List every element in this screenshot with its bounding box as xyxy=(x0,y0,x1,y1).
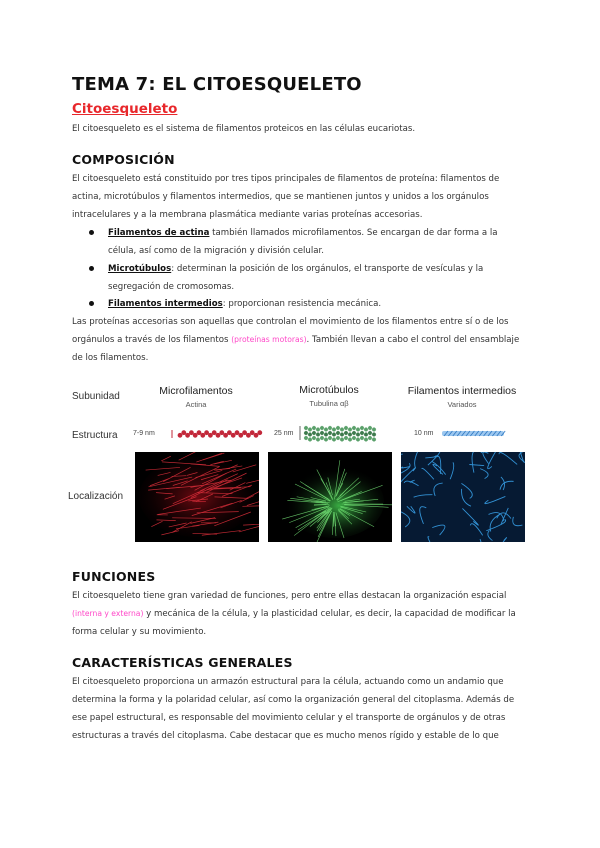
tubulin-dimer xyxy=(368,426,372,430)
tubulin-dimer xyxy=(312,431,316,435)
tubulin-dimer xyxy=(348,427,352,431)
tubulin-dimer xyxy=(308,432,312,436)
tubulin-dimer xyxy=(364,437,368,441)
tubulin-dimer xyxy=(336,431,340,435)
tubulin-dimer xyxy=(364,427,368,431)
tubulin-dimer xyxy=(352,436,356,440)
tubulin-dimer xyxy=(352,426,356,430)
funciones-text-b: y mecánica de la célula, y la plasticidad celular, es decir, la capacidad de modificar la forma celular y su movimiento. xyxy=(72,609,516,637)
cell-glow xyxy=(284,466,384,538)
tubulin-dimer xyxy=(336,426,340,430)
tubulin-dimer xyxy=(340,432,344,436)
tubulin-dimer xyxy=(360,426,364,430)
bullet-microtubulos xyxy=(92,260,528,296)
tubulin-dimer xyxy=(332,427,336,431)
actin-fiber xyxy=(243,523,259,525)
bullet-dot xyxy=(89,266,94,271)
accesorias-pink-note: (proteínas motoras) xyxy=(231,335,307,344)
col-head-intermedios: Filamentos intermedios xyxy=(407,385,517,397)
caracteristicas-paragraph: El citoesqueleto proporciona un armazón estructural para la célula, actuando como un andamio que determina la forma y la polaridad celular, así como la organización general del citoplasma. Además de ese papel estructural, es responsable del movimiento celular y el transporte de orgánulos y de otras estructuras a través del citoplasma. Cabe destacar que es mucho menos rígido y estable de lo que xyxy=(72,677,515,741)
composicion-heading: COMPOSICIÓN xyxy=(72,152,175,167)
tubulin-dimer xyxy=(328,431,332,435)
funciones-text-a: El citoesqueleto tiene gran variedad de funciones, pero entre ellas destacan la organización espacial xyxy=(72,591,507,601)
row-label-estructura: Estructura xyxy=(72,430,118,441)
section-subtitle: Citoesqueleto xyxy=(72,101,178,117)
tubulin-dimer xyxy=(304,436,308,440)
actin-filament-illustration xyxy=(168,427,268,441)
actin-bead-chain xyxy=(178,430,263,437)
bullet-dot xyxy=(89,301,94,306)
tubulin-dimer xyxy=(324,432,328,436)
tubulin-dimer xyxy=(320,426,324,430)
tubulin-dimer xyxy=(316,437,320,441)
tubulin-dimer xyxy=(332,432,336,436)
tubulin-dimer xyxy=(316,432,320,436)
actin-bead xyxy=(257,430,262,435)
bullet-intermedios xyxy=(92,295,528,313)
tubulin-dimer xyxy=(344,426,348,430)
actin-network-image xyxy=(135,452,259,542)
bullet-term: Filamentos intermedios xyxy=(108,299,223,309)
composicion-paragraph: El citoesqueleto está constituido por tres tipos principales de filamentos de proteína: filamentos de actina, microtúbulos y filamentos intermedios, que se mantienen juntos y unidos a los orgánulos intracelulares y a la membrana plasmática mediante varias proteínas accesorias. xyxy=(72,174,500,220)
tubulin-dimer xyxy=(348,432,352,436)
tubulin-dimer xyxy=(340,427,344,431)
funciones-paragraph xyxy=(72,587,528,641)
tubulin-dimer xyxy=(368,431,372,435)
tubulin-dimer xyxy=(356,427,360,431)
tubulin-dimer xyxy=(332,437,336,441)
row-label-localizacion: Localización xyxy=(68,491,124,502)
tubulin-dimer xyxy=(308,427,312,431)
tubulin-dimer xyxy=(328,436,332,440)
tubulin-dimer xyxy=(324,437,328,441)
tubulin-dimer xyxy=(304,431,308,435)
funciones-heading: FUNCIONES xyxy=(72,569,156,584)
tubulin-dimer xyxy=(336,436,340,440)
funciones-pink-note: (interna y externa) xyxy=(72,609,144,618)
intermediate-micrograph xyxy=(401,452,525,542)
tubulin-dimer xyxy=(360,431,364,435)
tubulin-dimer xyxy=(360,436,364,440)
tubulin-dimer xyxy=(372,437,376,441)
size-tubulina: 25 nm xyxy=(274,430,294,437)
col-head-microtubulos: Microtúbulos xyxy=(299,384,359,396)
accesorias-paragraph xyxy=(72,313,528,367)
bullet-desc: : determinan la posición de los orgánulos, el transporte de vesículas y la segregación de cromosomas. xyxy=(108,264,484,292)
bullet-desc: también llamados microfilamentos. Se encargan de dar forma a la célula, así como de la migración y división celular. xyxy=(108,228,498,256)
tubulin-dimer xyxy=(356,437,360,441)
bullet-dot xyxy=(89,230,94,235)
actin-fiber xyxy=(161,456,171,461)
tubulin-dimer xyxy=(316,427,320,431)
microtubule-dimers xyxy=(304,426,376,442)
intermediate-network-image xyxy=(401,452,525,542)
tubulin-dimer xyxy=(368,436,372,440)
col-sub-actina: Actina xyxy=(185,400,207,409)
tubulin-dimer xyxy=(344,431,348,435)
tubulin-dimer xyxy=(364,432,368,436)
col-sub-variados: Variados xyxy=(447,400,477,409)
tubulin-dimer xyxy=(324,427,328,431)
microtubule-micrograph xyxy=(268,452,392,542)
col-sub-tubulina: Tubulina αβ xyxy=(309,399,349,408)
tubulin-dimer xyxy=(348,437,352,441)
microtubule-network-image xyxy=(268,452,392,542)
accesorias-text-b: . También llevan a cabo el control del ensamblaje de los filamentos. xyxy=(72,335,520,363)
tubulin-dimer xyxy=(340,437,344,441)
bullet-term: Microtúbulos xyxy=(108,264,172,274)
intermediate-filament-illustration xyxy=(440,428,506,440)
tubulin-dimer xyxy=(320,436,324,440)
tubulin-dimer xyxy=(344,436,348,440)
tubulin-dimer xyxy=(372,432,376,436)
tubulin-dimer xyxy=(312,436,316,440)
tubulin-dimer xyxy=(304,426,308,430)
col-head-microfilamentos: Microfilamentos xyxy=(159,385,233,397)
row-label-subunidad: Subunidad xyxy=(72,391,120,402)
tubulin-dimer xyxy=(356,432,360,436)
tubulin-dimer xyxy=(328,426,332,430)
tubulin-dimer xyxy=(308,437,312,441)
tubulin-dimer xyxy=(320,431,324,435)
actin-micrograph xyxy=(135,452,259,542)
bullet-actina xyxy=(92,224,528,260)
panel-bg xyxy=(401,452,525,542)
tubulin-dimer xyxy=(312,426,316,430)
bullet-desc: : proporcionan resistencia mecánica. xyxy=(222,299,382,309)
microtubule-illustration xyxy=(296,424,382,442)
accesorias-text-a: Las proteínas accesorias son aquellas que controlan el movimiento de los filamentos entre sí o de los orgánulos a través de los filamentos xyxy=(72,317,509,345)
intro-paragraph: El citoesqueleto es el sistema de filamentos proteicos en las células eucariotas. xyxy=(72,124,416,134)
size-actina: 7-9 nm xyxy=(133,430,155,437)
tubulin-dimer xyxy=(372,427,376,431)
tubulin-dimer xyxy=(352,431,356,435)
page-title: TEMA 7: EL CITOESQUELETO xyxy=(72,74,362,95)
bullet-term: Filamentos de actina xyxy=(108,228,210,238)
caracteristicas-heading: CARACTERÍSTICAS GENERALES xyxy=(72,655,293,670)
size-intermedios: 10 nm xyxy=(414,430,434,437)
